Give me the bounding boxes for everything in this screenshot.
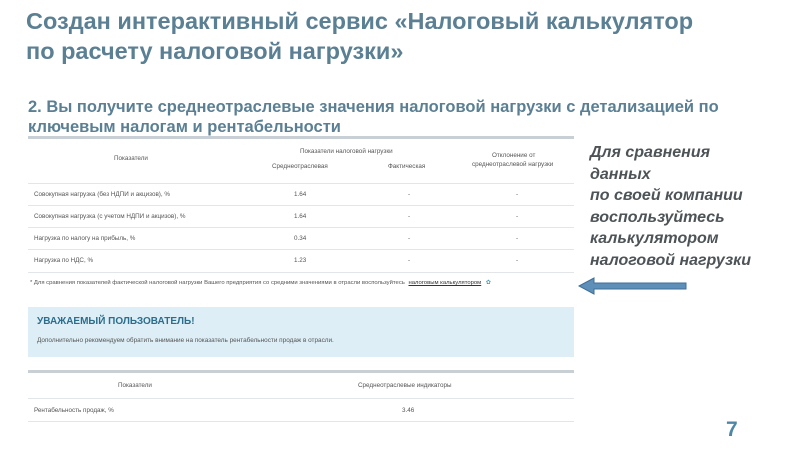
row-name: Совокупная нагрузка (без НДПИ и акцизов), % bbox=[34, 191, 170, 198]
row-average: 1.64 bbox=[294, 213, 307, 220]
header-actual: Фактическая bbox=[388, 163, 426, 170]
row-deviation: - bbox=[516, 213, 519, 220]
notice-heading: УВАЖАЕМЫЙ ПОЛЬЗОВАТЕЛЬ! bbox=[37, 316, 195, 327]
header-indicators: Показатели bbox=[114, 155, 148, 162]
header-deviation-line2: среднеотраслевой нагрузки bbox=[472, 161, 554, 168]
table-row bbox=[28, 398, 574, 422]
row-average: 0.34 bbox=[294, 235, 307, 242]
row-name: Нагрузка по НДС, % bbox=[34, 257, 94, 264]
row-value: 3.46 bbox=[402, 407, 415, 414]
tax-calculator-link[interactable]: налоговым калькулятором bbox=[408, 280, 482, 286]
user-notice bbox=[28, 307, 574, 357]
row-actual: - bbox=[408, 191, 411, 198]
callout-text bbox=[590, 142, 795, 271]
row-actual: - bbox=[408, 235, 411, 242]
callout-line: калькулятором bbox=[590, 230, 719, 247]
slide-number: 7 bbox=[726, 418, 738, 441]
header-average: Среднеотраслевая bbox=[272, 163, 328, 170]
tax-burden-table bbox=[28, 139, 574, 275]
header-indicators: Показатели bbox=[118, 382, 152, 389]
header-deviation-line1: Отклонение от bbox=[492, 152, 536, 159]
callout-line: по своей компании bbox=[590, 187, 743, 204]
footnote-text: * Для сравнения показателей фактической налоговой нагрузки Вашего предприятия со средними значениями в отрасли воспользуйтесь bbox=[30, 280, 405, 286]
table-row bbox=[28, 205, 574, 228]
row-name: Совокупная нагрузка (с учетом НДПИ и акцизов), % bbox=[34, 213, 186, 220]
left-arrow-icon bbox=[578, 276, 688, 296]
header-industry-indicators: Среднеотраслевые индикаторы bbox=[358, 382, 452, 389]
row-average: 1.23 bbox=[294, 257, 307, 264]
row-deviation: - bbox=[516, 257, 519, 264]
row-actual: - bbox=[408, 213, 411, 220]
row-average: 1.64 bbox=[294, 191, 307, 198]
table-footnote bbox=[30, 280, 491, 286]
slide-subtitle: 2. Вы получите среднеотраслевые значения налоговой нагрузки с детализацией по ключевым налогам и рентабельности bbox=[28, 98, 719, 136]
row-name: Рентабельность продаж, % bbox=[34, 407, 114, 414]
slide-title: Создан интерактивный сервис «Налоговый калькулятор по расчету налоговой нагрузки» bbox=[26, 8, 694, 64]
row-deviation: - bbox=[516, 235, 519, 242]
table-top-bar bbox=[28, 370, 574, 373]
table-row bbox=[28, 249, 574, 273]
callout-line: данных bbox=[590, 165, 651, 183]
callout-line: Для сравнения bbox=[590, 144, 711, 161]
table-row bbox=[28, 183, 574, 206]
notice-text: Дополнительно рекомендуем обратить внимание на показатель рентабельности продаж в отрасли. bbox=[37, 337, 334, 344]
profitability-table bbox=[28, 370, 574, 422]
tax-burden-panel bbox=[28, 136, 574, 304]
table-row bbox=[28, 227, 574, 250]
row-actual: - bbox=[408, 257, 411, 264]
callout-line: налоговой нагрузки bbox=[590, 251, 752, 269]
calculator-link-icon[interactable]: ✿ bbox=[485, 280, 491, 286]
callout-line: воспользуйтесь bbox=[590, 208, 725, 226]
header-group: Показатели налоговой нагрузки bbox=[300, 148, 393, 155]
row-deviation: - bbox=[516, 191, 519, 198]
row-name: Нагрузка по налогу на прибыль, % bbox=[34, 235, 136, 242]
